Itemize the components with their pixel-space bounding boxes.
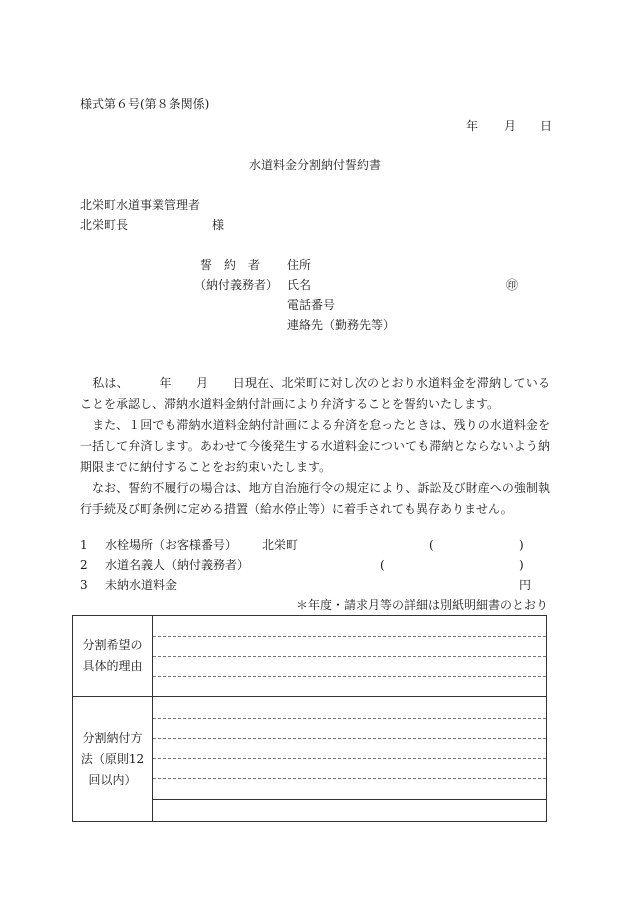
method-line	[153, 738, 546, 739]
item-1-close-paren: )	[519, 538, 524, 552]
item-2-label: 水道名義人（納付義務者）	[105, 558, 250, 572]
date-day: 日	[540, 119, 553, 133]
addressee-line2: 北栄町長	[80, 218, 129, 232]
item-2-close-paren: )	[519, 558, 524, 572]
addressee-line1: 北栄町水道事業管理者	[80, 198, 201, 212]
pledge-paragraph-2: また、１回でも滞納水道料金納付計画による弁済を怠ったときは、残りの水道料金を一括して弁済します。あわせて今後発生する水道料金についても滞納とならないよう納期限までに納付することをお約束いたします。	[80, 418, 550, 474]
method-entry-area	[153, 697, 546, 821]
detail-note: ＊年度・請求月等の詳細は別紙明細書のとおり	[296, 598, 549, 612]
reason-line	[153, 636, 546, 637]
addressee-honorific: 様	[212, 218, 225, 232]
item-1-open-paren: (	[429, 538, 434, 552]
item-3-label: 未納水道料金	[105, 578, 178, 592]
item-2-open-paren: (	[380, 558, 385, 572]
document-title: 水道料金分割納付誓約書	[249, 158, 382, 172]
item-1-number: 1	[80, 538, 88, 552]
method-line	[153, 718, 546, 719]
form-number: 様式第６号(第８条関係)	[80, 97, 210, 111]
pledger-sublabel: （納付義務者）	[194, 278, 279, 292]
item-1-value: 北栄町	[262, 538, 299, 552]
item-3-number: 3	[80, 578, 88, 592]
seal-mark: ㊞	[506, 278, 519, 292]
item-3-unit: 円	[519, 578, 532, 592]
pledge-paragraph-3: なお、誓約不履行の場合は、地方自治施行令の規定により、訴訟及び財産への強制執行手続及び町条例に定める措置（給水停止等）に着手されても異存ありません。	[80, 481, 550, 516]
date-year: 年	[466, 119, 479, 133]
method-line	[153, 778, 546, 779]
reason-entry-area	[153, 616, 546, 696]
phone-label: 電話番号	[287, 298, 336, 312]
item-1-label: 水栓場所（お客様番号）	[105, 538, 238, 552]
date-month: 月	[504, 119, 517, 133]
name-label: 氏名	[287, 278, 312, 292]
method-label: 分割納付方法（原則12回以内）	[80, 730, 145, 787]
pledge-paragraph-1: 私は、 年 月 日現在、北栄町に対し次のとおり水道料金を滞納していることを承認し、滞納水道料金納付計画により弁済することを誓約いたします。	[80, 376, 550, 411]
item-2-number: 2	[80, 558, 88, 572]
reason-line	[153, 676, 546, 677]
pledger-label: 誓 約 者	[200, 258, 261, 272]
pledge-body	[80, 373, 550, 520]
method-section	[73, 697, 546, 821]
method-line	[153, 799, 546, 800]
address-label: 住所	[287, 258, 312, 272]
installment-table	[72, 615, 547, 822]
reason-section	[73, 616, 546, 697]
reason-label-cell	[73, 616, 153, 696]
method-line	[153, 758, 546, 759]
reason-line	[153, 656, 546, 657]
contact-label: 連絡先（勤務先等）	[287, 318, 396, 332]
reason-label: 分割希望の具体的理由	[82, 638, 143, 673]
method-label-cell	[73, 697, 153, 821]
